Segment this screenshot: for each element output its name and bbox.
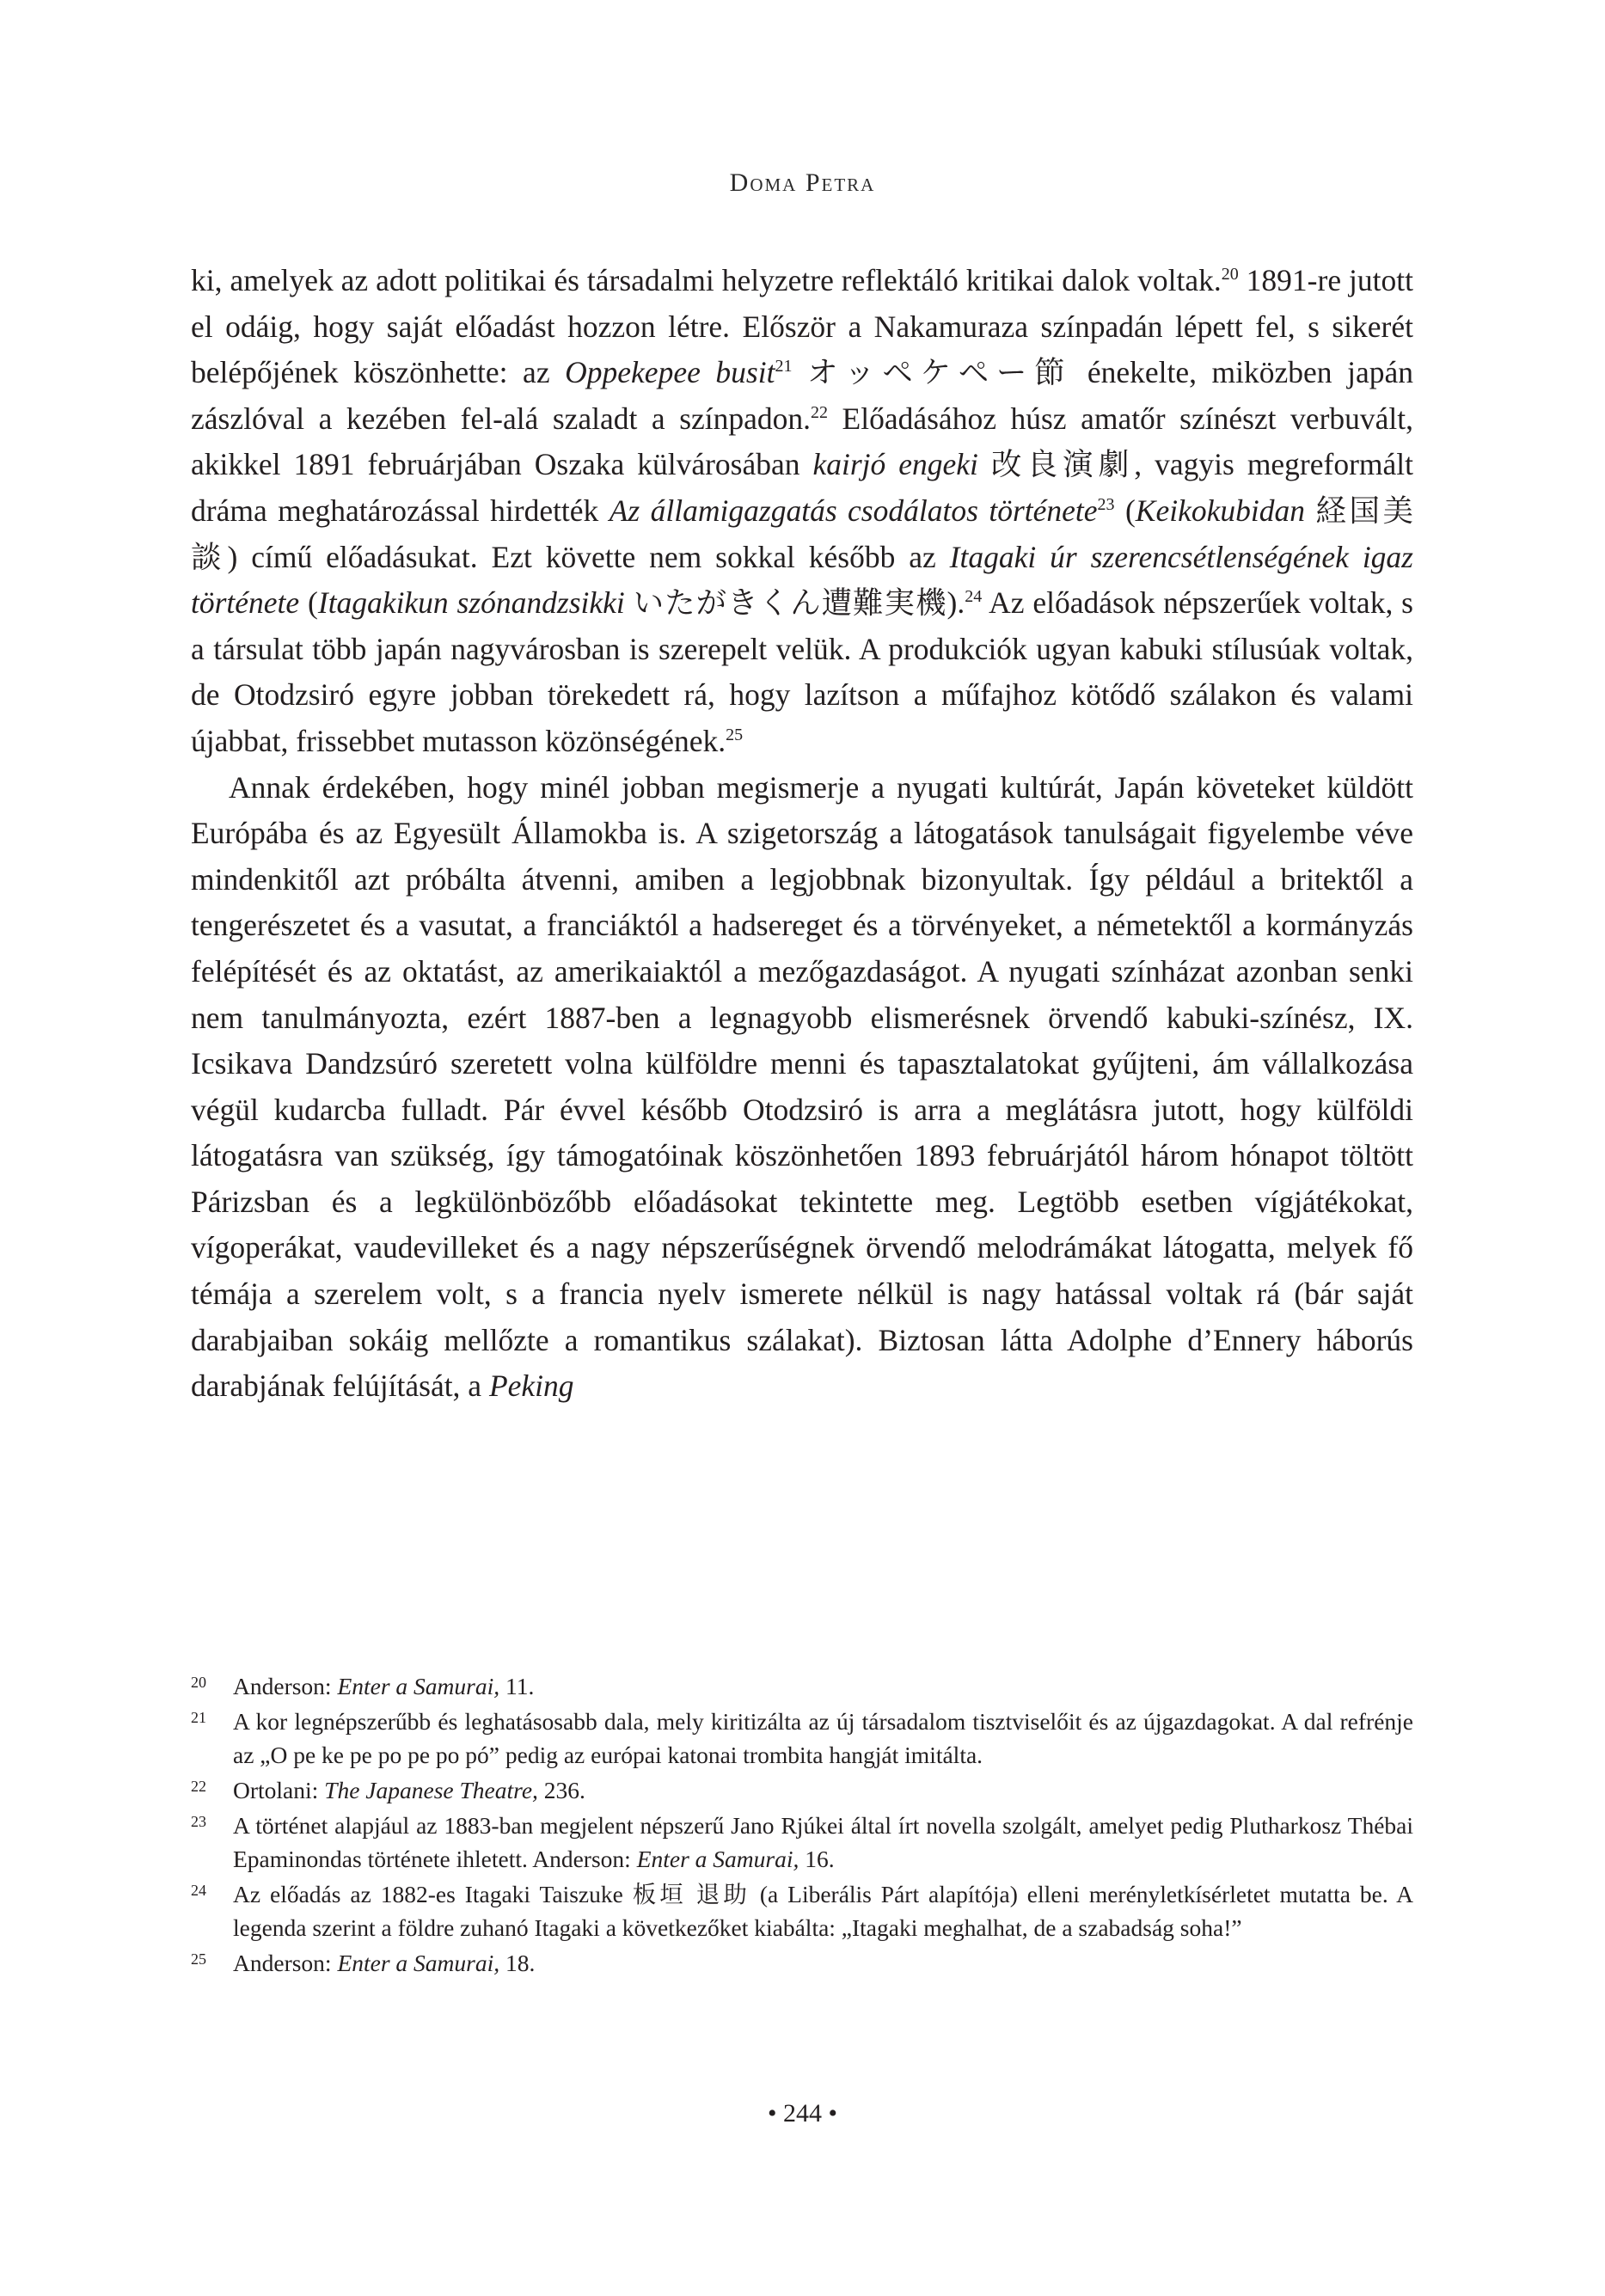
italic-text-run: The Japanese Theatre, — [324, 1777, 538, 1803]
footnote-number: 23 — [191, 1813, 206, 1830]
footnote-number: 21 — [191, 1709, 206, 1726]
body-text — [191, 258, 1413, 1410]
text-run: A kor legnépszerűbb és leghatásosabb dala, mely kiritizálta az új társadalom tisztviselőit és az újgazdagokat. A dal refrénje az „O pe ke pe po pe po pó” pedig az európai katonai trombita hangját imitálta. — [233, 1708, 1413, 1768]
italic-text-run: Peking — [488, 1368, 574, 1404]
text-run: ( — [1114, 493, 1136, 528]
text-run: 18. — [499, 1950, 536, 1976]
footnote-number: 25 — [191, 1950, 206, 1968]
text-run: A történet alapjául az 1883-ban megjelent népszerű Jano Rjúkei által írt novella szolgált, amelyet pedig Plutharkosz Thébai Epaminondas története ihletett. Anderson: — [233, 1812, 1413, 1872]
footnote-reference: 25 — [726, 726, 744, 745]
italic-text-run: Itagakikun szónandzsikki — [317, 585, 625, 621]
footnotes — [191, 1669, 1413, 1981]
italic-text-run: Itagaki úr szerencsétlenségének igaz története — [191, 539, 1413, 621]
footnote — [191, 1669, 1413, 1703]
text-run: いたがきくん遭難実機). — [624, 585, 965, 621]
text-run: Ortolani: — [233, 1777, 325, 1803]
footnote — [191, 1773, 1413, 1807]
italic-text-run: Keikokubidan — [1135, 493, 1305, 528]
text-run: Anderson: — [233, 1950, 338, 1976]
text-run: ki, amelyek az adott politikai és társadalmi helyzetre reflektáló kritikai dalok voltak. — [191, 263, 1222, 297]
footnote-reference: 21 — [775, 357, 793, 377]
footnote-reference: 24 — [965, 587, 983, 607]
footnote — [191, 1877, 1413, 1944]
footnote — [191, 1809, 1413, 1876]
text-run: 改良演劇, vagyis megreformált dráma meghatározással hirdették — [191, 447, 1414, 528]
footnote-number: 20 — [191, 1674, 206, 1691]
text-run: 11. — [499, 1673, 535, 1699]
italic-text-run: kairjó engeki — [812, 447, 978, 482]
footnote-reference: 22 — [811, 402, 829, 422]
text-run: 236. — [537, 1777, 585, 1803]
text-run: Az előadás az 1882-es Itagaki Taiszuke 板垣 退助 (a Liberális Párt alapítója) elleni merényletkísérletet mutatta be. A legenda szerint a földre zuhanó Itagaki a következőket kiabálta: „Itagaki meghalhat, de a szabadság soha!” — [233, 1881, 1413, 1941]
italic-text-run: Enter a Samurai, — [636, 1846, 799, 1872]
page-number: • 244 • — [767, 2099, 837, 2128]
footnote-number: 24 — [191, 1882, 206, 1899]
text-run: Az előadások népszerűek voltak, s a társulat több japán nagyvárosban is szerepelt velük. A produkciók ugyan kabuki stílusúak voltak, de Otodzsiró egyre jobban törekedett rá, hogy lazítson a műfajhoz kötődő szálakon és valami újabbat, frissebbet mutasson közönségének. — [191, 585, 1413, 758]
paragraph — [191, 765, 1413, 1410]
paragraph — [191, 258, 1413, 765]
footnote-reference: 23 — [1097, 495, 1115, 515]
text-run: 経国美談) című előadásukat. Ezt követte nem sokkal később az — [191, 493, 1413, 574]
running-head: Doma Petra — [729, 168, 876, 197]
text-run: オッペケペー節 énekelte, miközben japán zászlóval a kezében fel-alá szaladt a színpadon. — [191, 355, 1413, 436]
text-run: Előadásához húsz amatőr színészt verbuvált, akikkel 1891 februárjában Oszaka külvárosában — [191, 401, 1413, 482]
footnote-number: 22 — [191, 1778, 206, 1795]
text-run: Annak érdekében, hogy minél jobban megismerje a nyugati kultúrát, Japán követeket küldött Európába és az Egyesült Államokba is. A szigetország a látogatások tanulságait figyelembe véve mindenkitől azt próbálta átvenni, amiben a legjobbnak bizonyultak. Így például a britektől a tengerészetet és a vasutat, a franciáktól a hadsereget és a törvényeket, a németektől a kormányzás felépítését és az oktatást, az amerikaiaktól a mezőgazdaságot. A nyugati színházat azonban senki nem tanulmányozta, ezért 1887-ben a legnagyobb elismerésnek örvendő kabuki-színész, IX. Icsikava Dandzsúró szeretett volna külföldre menni és tapasztalatokat gyűjteni, ám vállalkozása végül kudarcba fulladt. Pár évvel később Otodzsiró is arra a meglátásra jutott, hogy külföldi látogatásra van szükség, így támogatóinak köszönhetően 1893 februárjától három hónapot töltött Párizsban és a legkülönbözőbb előadásokat tekintette meg. Legtöbb esetben vígjátékokat, vígoperákat, vaudevilleket és a nagy népszerűségnek örvendő melodrámákat látogatta, melyek fő témája a szerelem volt, s a francia nyelv ismerete nélkül is nagy hatással voltak rá (bár saját darabjaiban sokáig mellőzte a romantikus szálakat). Biztosan látta Adolphe d’Ennery háborús darabjának felújítását, a — [191, 769, 1413, 1404]
italic-text-run: Az államigazgatás csodálatos története — [609, 493, 1098, 528]
text-run: ( — [299, 585, 318, 621]
text-run: Anderson: — [233, 1673, 338, 1699]
text-run: 16. — [799, 1846, 835, 1872]
footnote — [191, 1705, 1413, 1772]
footnote-reference: 20 — [1221, 265, 1239, 285]
italic-text-run: Oppekepee busit — [565, 355, 775, 390]
italic-text-run: Enter a Samurai, — [337, 1673, 500, 1699]
footnote — [191, 1946, 1413, 1980]
italic-text-run: Enter a Samurai, — [337, 1950, 500, 1976]
text-run: 1891-re jutott el odáig, hogy saját előadást hozzon létre. Először a Nakamuraza színpadán lépett fel, s sikerét belépőjének köszönhette: az — [191, 263, 1413, 390]
